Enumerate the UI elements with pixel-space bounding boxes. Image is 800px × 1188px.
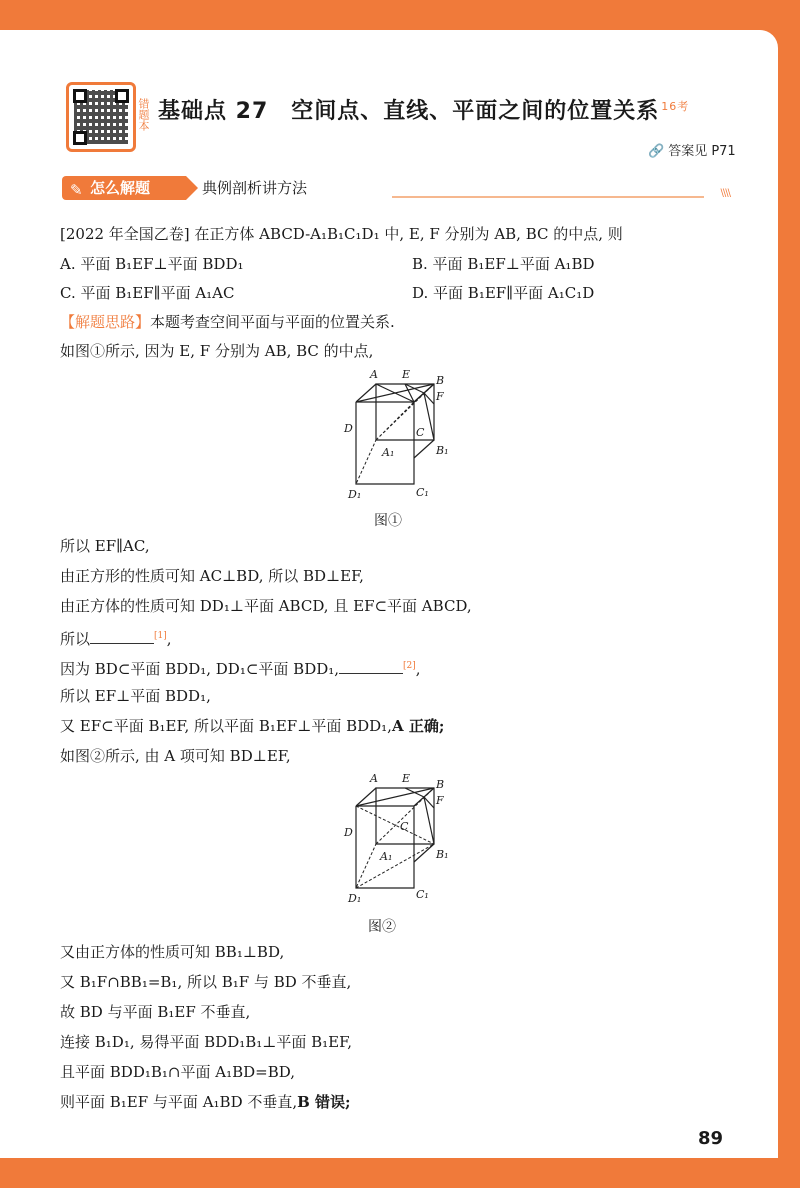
note-1: [1] [154,631,167,641]
solution-line-4: 由正方体的性质可知 DD₁⊥平面 ABCD, 且 EF⊂平面 ABCD, [60,597,472,615]
label-a: A [370,772,378,785]
solution-line-12: 故 BD 与平面 B₁EF 不垂直, [60,1003,251,1021]
answer-reference: 🔗 答案见 P71 [648,144,736,159]
label-e: E [402,772,411,785]
solution-line-9: 如图②所示, 由 A 项可知 BD⊥EF, [60,747,291,765]
diagonals-top [356,384,434,402]
solution-line-1: 如图①所示, 因为 E, F 分别为 AB, BC 的中点, [60,342,374,360]
label-b1: B₁ [436,848,449,861]
front-bottom-edges [356,806,414,888]
label-e: E [402,368,411,381]
solution-line-14: 且平面 BDD₁B₁∩平面 A₁BD=BD, [60,1063,295,1081]
problem-stem: [2022 年全国乙卷] 在正方体 ABCD-A₁B₁C₁D₁ 中, E, F 分别为 AB, BC 的中点, 则 [60,225,623,243]
section-tab: ✎ 怎么解题 [62,176,186,200]
solution-line-6: 因为 BD⊂平面 BDD₁, DD₁⊂平面 BDD₁, [2], [60,660,421,678]
label-d1: D₁ [348,892,362,905]
divider [392,196,704,198]
figure-1-caption: 图① [374,513,402,529]
label-c: C [416,426,425,439]
figure-2-caption: 图② [368,919,396,935]
solution-line-3: 由正方形的性质可知 AC⊥BD, 所以 BD⊥EF, [60,567,364,585]
title-count: 16考 [661,99,690,113]
solution-line-11: 又 B₁F∩BB₁=B₁, 所以 B₁F 与 BD 不垂直, [60,973,352,991]
decor-ticks: \\\\ [720,188,730,199]
front-bottom-edges [356,402,414,484]
label-c: C [400,820,409,833]
link-icon: 🔗 [648,144,665,159]
qr-tag: 错题本 [137,97,150,131]
solution-line-5: 所以 [1], [60,630,172,648]
label-f: F [436,794,444,807]
answer-blank-1 [90,629,154,644]
pen-icon: ✎ [70,181,83,199]
label-f: F [436,390,444,403]
option-c: C. 平面 B₁EF∥平面 A₁AC [60,284,235,302]
solution-intro: 【解题思路】本题考查空间平面与平面的位置关系. [60,313,395,331]
note-2: [2] [403,661,416,671]
label-a1: A₁ [382,446,395,459]
answer-blank-2 [339,659,403,674]
page-number: 89 [698,1128,724,1149]
cube-figure-2 [330,768,470,908]
solution-line-13: 连接 B₁D₁, 易得平面 BDD₁B₁⊥平面 B₁EF, [60,1033,352,1051]
qr-code[interactable] [66,82,136,152]
label-b: B [436,778,445,791]
solution-line-8: 又 EF⊂平面 B₁EF, 所以平面 B₁EF⊥平面 BDD₁,A 正确; [60,717,445,735]
label-d: D [344,826,353,839]
option-d: D. 平面 B₁EF∥平面 A₁C₁D [412,284,595,302]
label-a: A [370,368,378,381]
section-bar [62,176,730,200]
label-b1: B₁ [436,444,449,457]
label-d1: D₁ [348,488,362,501]
label-c1: C₁ [416,486,429,499]
solution-line-2: 所以 EF∥AC, [60,537,150,555]
option-b: B. 平面 B₁EF⊥平面 A₁BD [412,255,595,273]
section-subtitle: 典例剖析讲方法 [202,179,308,197]
solution-line-15: 则平面 B₁EF 与平面 A₁BD 不垂直,B 错误; [60,1093,351,1111]
label-d: D [344,422,353,435]
label-b: B [436,374,445,387]
solution-line-10: 又由正方体的性质可知 BB₁⊥BD, [60,943,285,961]
solution-label: 【解题思路】 [60,313,151,331]
cube-figure-1 [330,364,470,504]
option-a: A. 平面 B₁EF⊥平面 BDD₁ [60,255,244,273]
label-c1: C₁ [416,888,429,901]
page-title: 基础点 27 空间点、直线、平面之间的位置关系 $^{16考}$ [158,99,690,124]
plane-b1ef [356,788,434,844]
solution-line-7: 所以 EF⊥平面 BDD₁, [60,687,211,705]
label-a1: A₁ [380,850,393,863]
